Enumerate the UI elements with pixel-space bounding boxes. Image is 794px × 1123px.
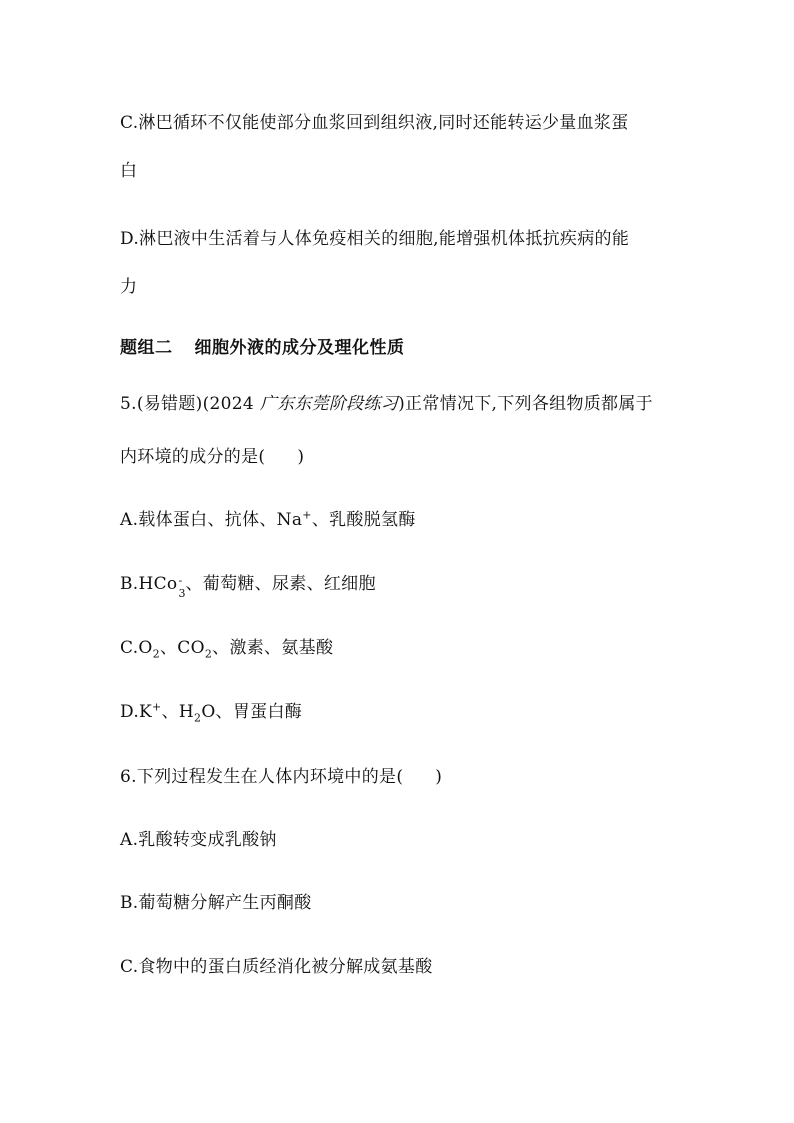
- q5-option-b-text: B.HCo: [120, 574, 178, 594]
- q6-stem-text: 6.下列过程发生在人体内环境中的是(: [120, 767, 404, 787]
- q6-option-b: B.葡萄糖分解产生丙酮酸: [120, 893, 312, 913]
- q5-option-c-sub1: 2: [152, 647, 160, 661]
- q5-option-a-sup: +: [302, 508, 312, 522]
- q6-option-a: A.乳酸转变成乳酸钠: [120, 830, 277, 850]
- q5-source-open: (2024: [202, 394, 260, 414]
- q4-option-d-line2: 力: [120, 277, 138, 297]
- q5-source-close: ): [398, 394, 406, 414]
- q5-option-b-sub: 3: [178, 587, 186, 600]
- q4-option-d-line1: D.淋巴液中生活着与人体免疫相关的细胞,能增强机体抵抗疾病的能: [120, 229, 630, 249]
- section-heading: [120, 337, 694, 359]
- q5-option-d-sub: 2: [194, 711, 202, 725]
- q6-option-c: C.食物中的蛋白质经消化被分解成氨基酸: [120, 957, 433, 977]
- q5-stem-text-2: 内环境的成分的是(: [120, 447, 266, 467]
- q5-option-b: [120, 573, 694, 600]
- q5-option-c-sub2: 2: [204, 647, 213, 661]
- q5-option-b-sup: -: [178, 574, 183, 587]
- q5-stem-line1: [120, 393, 694, 415]
- q4-option-c-line1: C.淋巴循环不仅能使部分血浆回到组织液,同时还能转运少量血浆蛋: [120, 113, 629, 133]
- q5-option-b-text-2: 、葡萄糖、尿素、红细胞: [185, 574, 376, 594]
- q5-option-d-text-2: 、H: [161, 702, 194, 722]
- q5-stem-line2: [120, 446, 694, 468]
- q5-source: 广东东莞阶段练习: [259, 394, 399, 414]
- q5-option-c-text-3: 、激素、氨基酸: [212, 638, 334, 658]
- q6-stem: [120, 766, 694, 788]
- q5-tag: (易错题): [136, 394, 203, 414]
- q5-stem-close: ): [297, 447, 305, 467]
- section-label: 题组二: [120, 338, 173, 358]
- q5-option-c-text-2: 、CO: [159, 638, 205, 658]
- q5-option-d: [120, 701, 694, 723]
- q4-option-c-line2: 白: [120, 161, 138, 181]
- section-title: 细胞外液的成分及理化性质: [194, 338, 405, 358]
- q5-option-d-text-3: O、胃蛋白酶: [201, 702, 303, 722]
- q5-option-c: [120, 637, 694, 659]
- q5-option-b-ion: [177, 573, 186, 600]
- q5-option-a-text-2: 、乳酸脱氢酶: [311, 510, 416, 530]
- q5-option-a: [120, 509, 694, 531]
- q5-option-d-text: D.K: [120, 702, 153, 722]
- q6-stem-close: ): [435, 767, 443, 787]
- q5-option-c-text: C.O: [120, 638, 153, 658]
- q5-stem-text: 正常情况下,下列各组物质都属于: [405, 394, 653, 414]
- q5-option-d-sup: +: [152, 700, 162, 714]
- q5-option-a-text: A.载体蛋白、抗体、Na: [120, 510, 303, 530]
- q5-number: 5.: [120, 394, 137, 414]
